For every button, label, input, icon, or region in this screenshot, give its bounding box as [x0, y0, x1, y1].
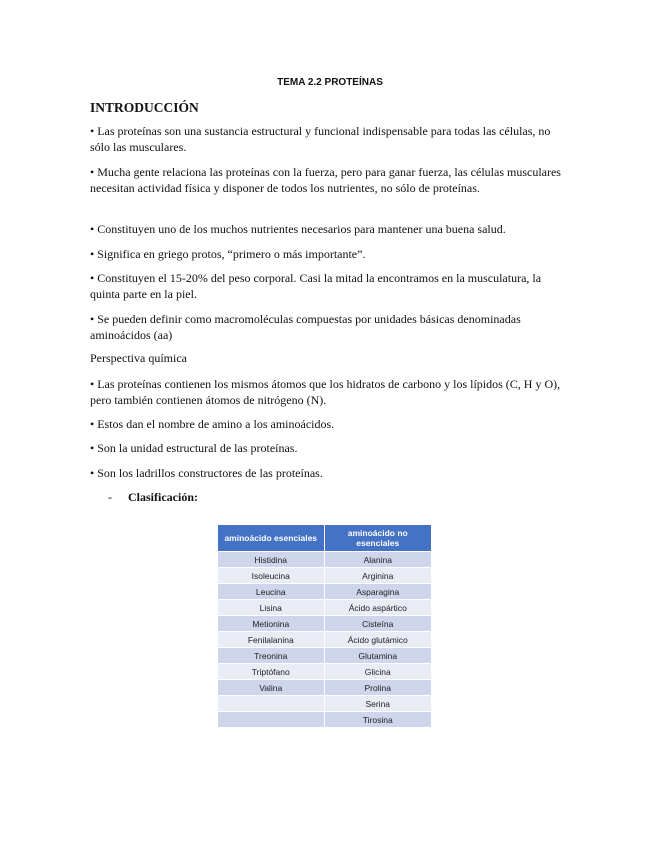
amino-acid-table [218, 525, 431, 727]
table-row [218, 632, 431, 648]
paragraph-5: • Constituyen el 15-20% del peso corporal. Casi la mitad la encontramos en la musculatura, la quinta parte en la piel. [90, 271, 542, 301]
document-title: TEMA 2.2 PROTEÍNAS [277, 77, 383, 88]
table-row [218, 712, 431, 728]
non-essential-cell: Alanina [324, 552, 431, 568]
section-heading: INTRODUCCIÓN [90, 100, 199, 115]
header-essential: aminoácido esenciales [218, 525, 324, 552]
table-row [218, 616, 431, 632]
essential-cell [218, 712, 324, 728]
essential-cell: Metionina [218, 616, 324, 632]
non-essential-cell: Serina [324, 696, 431, 712]
essential-cell: Fenilalanina [218, 632, 324, 648]
table-row [218, 696, 431, 712]
table-row [218, 552, 431, 568]
non-essential-cell: Tirosina [324, 712, 431, 728]
paragraph-9: • Son la unidad estructural de las proteínas. [90, 441, 298, 455]
table-row [218, 648, 431, 664]
paragraph-8: • Estos dan el nombre de amino a los aminoácidos. [90, 417, 335, 431]
non-essential-cell: Arginina [324, 568, 431, 584]
list-dash: - [108, 490, 112, 504]
paragraph-4: • Significa en griego protos, “primero o más importante”. [90, 247, 366, 261]
essential-cell: Isoleucina [218, 568, 324, 584]
essential-cell: Leucina [218, 584, 324, 600]
non-essential-cell: Cisteína [324, 616, 431, 632]
paragraph-1: • Las proteínas son una sustancia estructural y funcional indispensable para todas las células, no sólo las musculares. [90, 124, 551, 154]
non-essential-cell: Ácido glutámico [324, 632, 431, 648]
non-essential-cell: Prolina [324, 680, 431, 696]
paragraph-6: • Se pueden definir como macromoléculas compuestas por unidades básicas denominadas aminoácidos (aa) [90, 312, 521, 342]
subsection-heading: Perspectiva química [90, 351, 187, 365]
non-essential-cell: Asparagina [324, 584, 431, 600]
table-row [218, 584, 431, 600]
non-essential-cell: Glutamina [324, 648, 431, 664]
essential-cell: Valina [218, 680, 324, 696]
paragraph-7: • Las proteínas contienen los mismos átomos que los hidratos de carbono y los lípidos (C, H y O), pero también contienen átomos de nitrógeno (N). [90, 377, 561, 407]
table-row [218, 680, 431, 696]
essential-cell: Histidina [218, 552, 324, 568]
paragraph-3: • Constituyen uno de los muchos nutrientes necesarios para mantener una buena salud. [90, 222, 506, 236]
table-row [218, 600, 431, 616]
header-non-essential: aminoácido no esenciales [324, 525, 431, 552]
essential-cell: Lisina [218, 600, 324, 616]
table-row [218, 664, 431, 680]
non-essential-cell: Ácido aspártico [324, 600, 431, 616]
classification-item [108, 490, 198, 505]
classification-label: Clasificación: [128, 490, 198, 504]
non-essential-cell: Glicina [324, 664, 431, 680]
essential-cell [218, 696, 324, 712]
paragraph-2: • Mucha gente relaciona las proteínas con la fuerza, pero para ganar fuerza, las células musculares necesitan actividad física y disponer de todos los nutrientes, no sólo de proteínas. [90, 165, 561, 195]
paragraph-10: • Son los ladrillos constructores de las proteínas. [90, 466, 323, 480]
table-row [218, 568, 431, 584]
essential-cell: Treonina [218, 648, 324, 664]
essential-cell: Triptófano [218, 664, 324, 680]
table-header-row [218, 525, 431, 552]
